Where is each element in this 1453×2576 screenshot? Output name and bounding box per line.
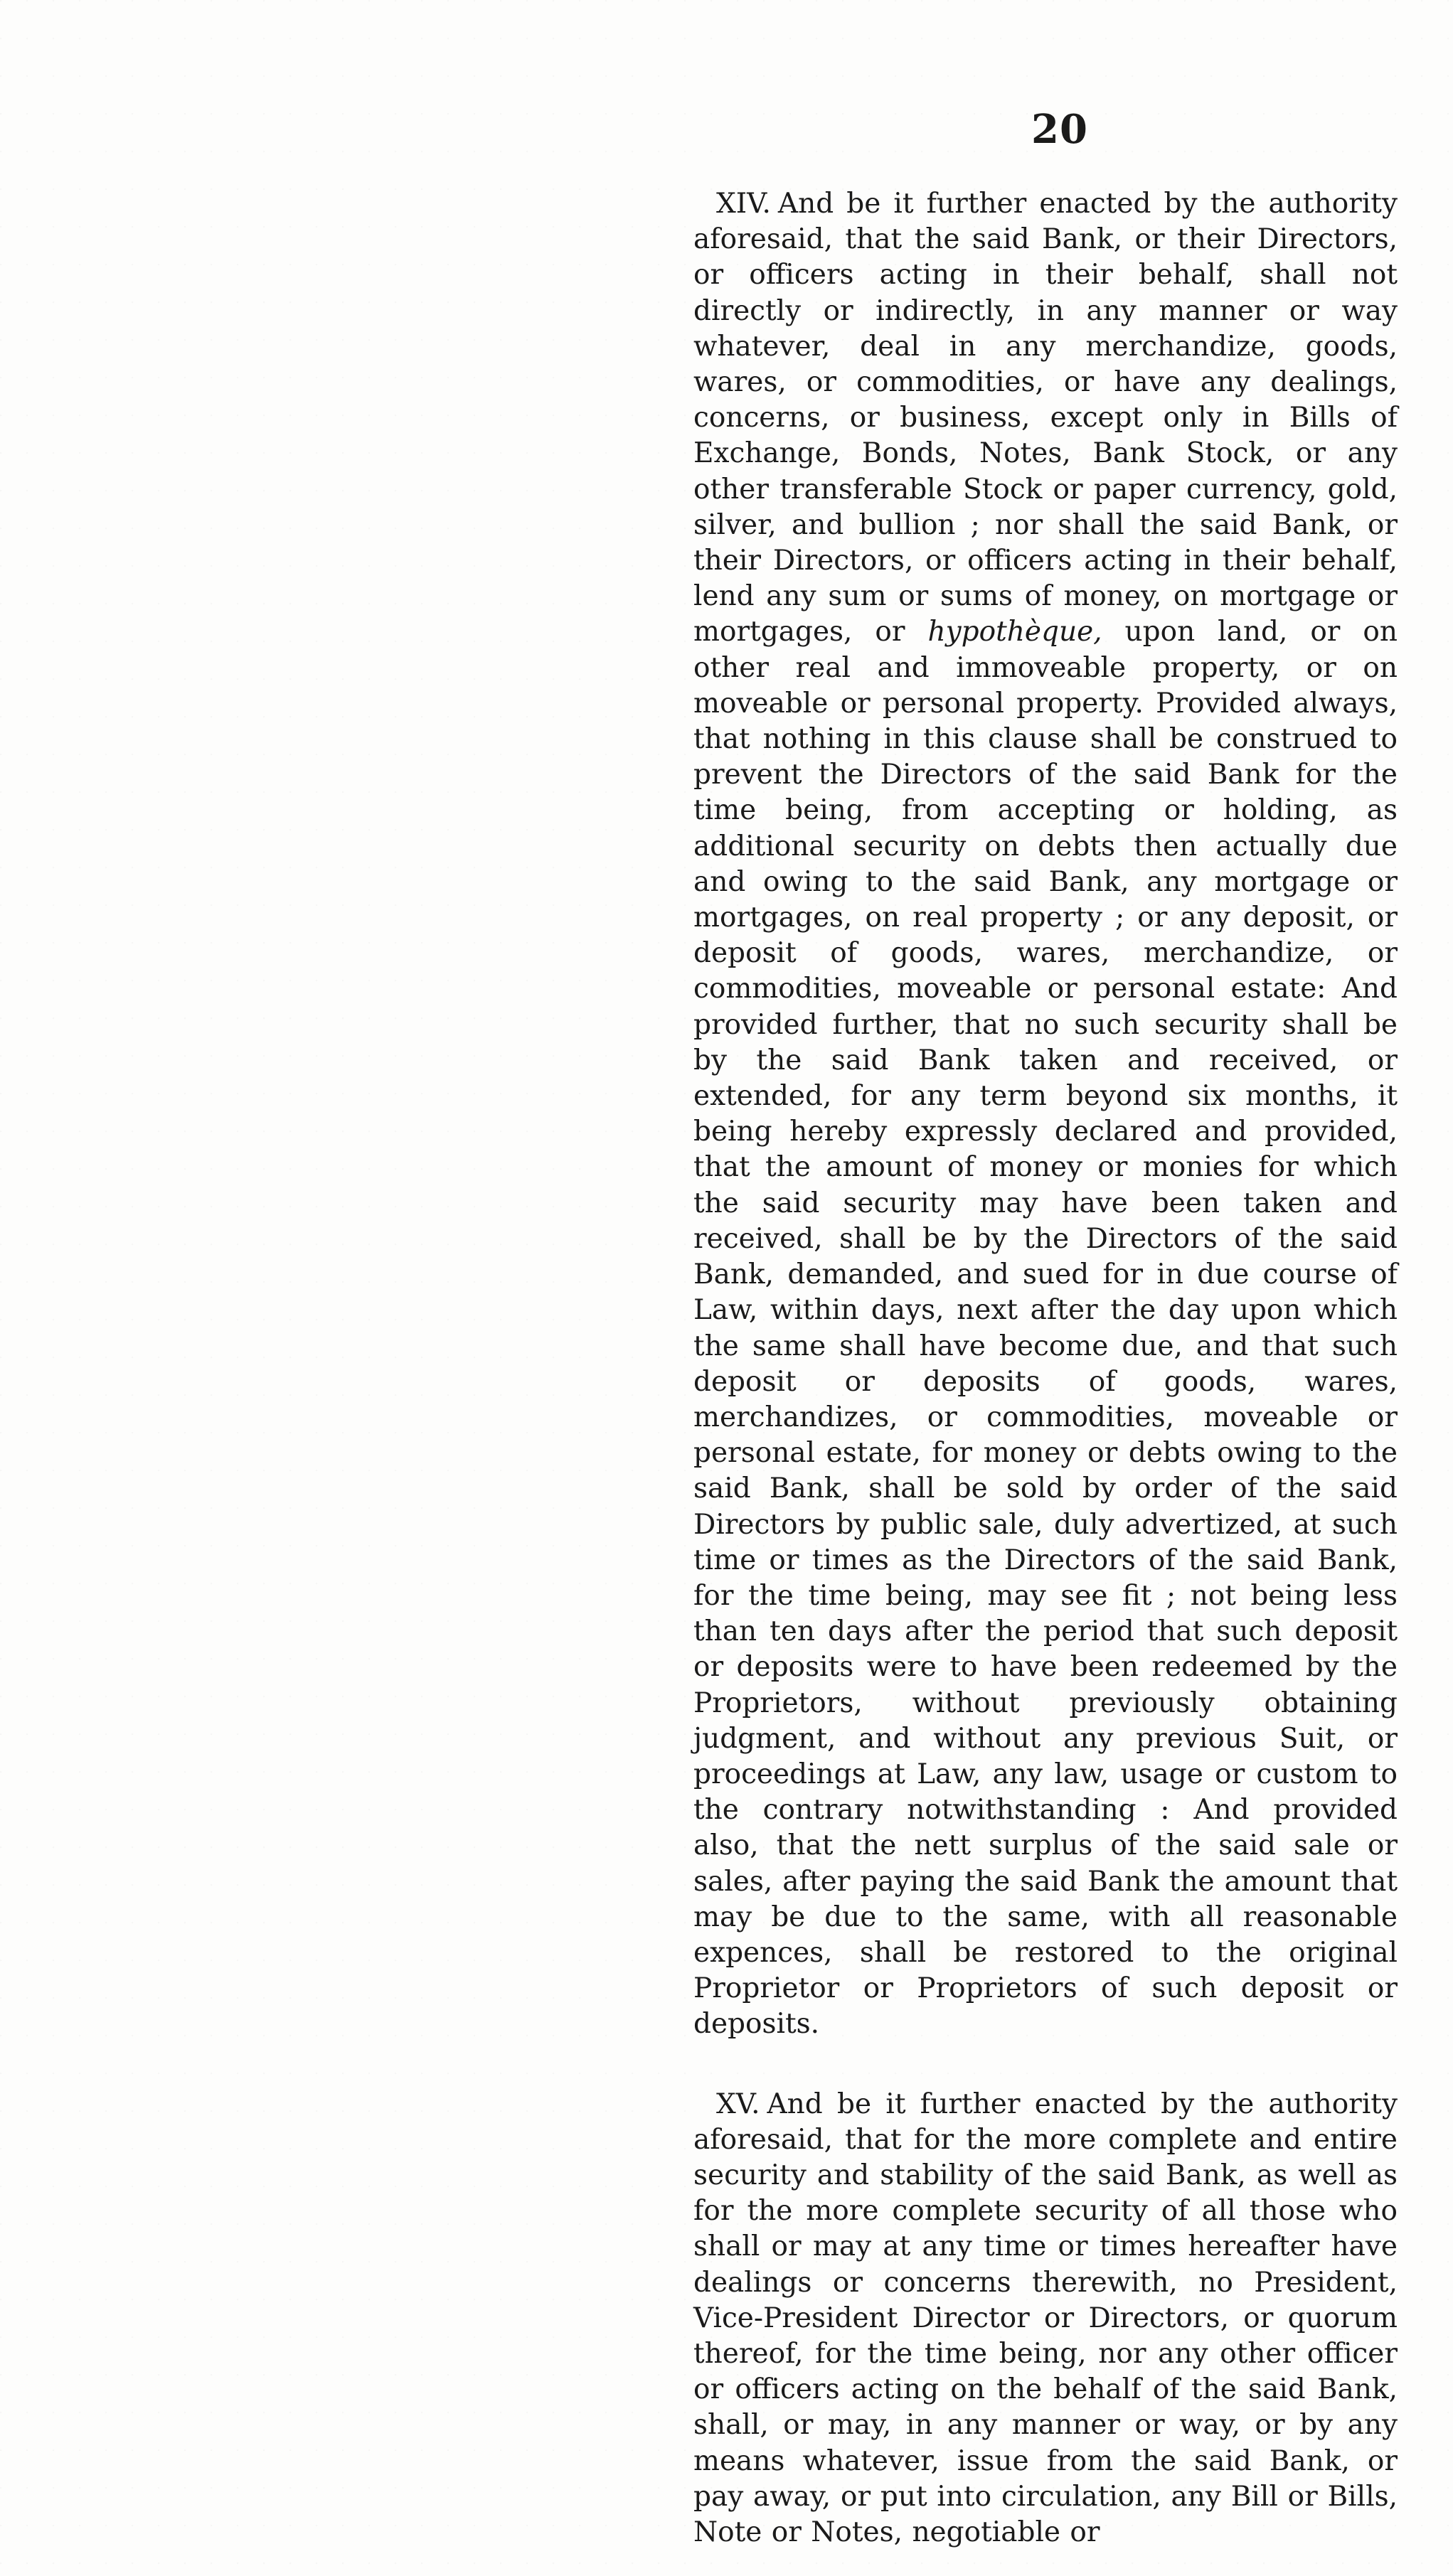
section-text-continued: upon land, or on other real and immoveable property, or on moveable or personal property. Provided always, that nothing in this clause shall be construed to prevent the Directors of the said Bank for the time being, from accepting or holding, as additional security on debts then actually due and owing to the said Bank, any mortgage or mortgages, on real property ; or any deposit, or deposit of goods, wares, merchandize, or commodities, moveable or personal estate: And provided further, that no such security shall be by the said Bank taken and received, or extended, for any term beyond six months, it being hereby expressly declared and provided, that the amount of money or monies for which the said security may have been taken and received, shall be by the Directors of the said Bank, demanded, and sued for in due course of Law, within days, next after the day upon which the same shall have become due, and that such deposit or deposits of goods, wares, merchandizes, or commodities, moveable or personal estate, for money or debts owing to the said Bank, shall be sold by order of the said Directors by public sale, duly advertized, at such time or times as the Directors of the said Bank, for the time being, may see fit ; not being less than ten days after the period that such deposit or deposits were to have been redeemed by the Proprietors, without previously obtaining judgment, and without any previous Suit, or proceedings at Law, any law, usage or custom to the contrary notwithstanding : And provided also, that the nett surplus of the said sale or sales, after paying the said Bank the amount that may be due to the same, with all reasonable expences, shall be restored to the original Proprietor or Proprietors of such deposit or deposits.	[693, 616, 1398, 2041]
section-xiv	[693, 186, 1398, 2043]
section-text: And be it further enacted by the authority aforesaid, that the said Bank, or their Directors, or officers acting in their behalf, shall not directly or indirectly, in any manner or way whatever, deal in any merchandize, goods, wares, or commodities, or have any dealings, concerns, or business, except only in Bills of Exchange, Bonds, Notes, Bank Stock, or any other transferable Stock or paper currency, gold, silver, and bullion ; nor shall the said Bank, or their Directors, or officers acting in their behalf, lend any sum or sums of money, on mortgage or mortgages, or	[693, 188, 1398, 648]
section-number: XIV.	[716, 188, 771, 220]
section-text: And be it further enacted by the authority aforesaid, that for the more complete and entire security and stability of the said Bank, as well as for the more complete security of all those who shall or may at any time or times hereafter have dealings or concerns therewith, no President, Vice-President Director or Directors, or quorum thereof, for the time being, nor any other officer or officers acting on the behalf of the said Bank, shall, or may, in any manner or way, or by any means whatever, issue from the said Bank, or pay away, or put into circulation, any Bill or Bills, Note or Notes, negotiable or	[693, 2088, 1398, 2548]
page-number: 20	[1031, 106, 1088, 153]
section-number: XV.	[716, 2088, 760, 2120]
section-xv	[693, 2087, 1398, 2551]
italic-term: hypothèque,	[927, 616, 1102, 648]
text-column	[693, 186, 1398, 2550]
